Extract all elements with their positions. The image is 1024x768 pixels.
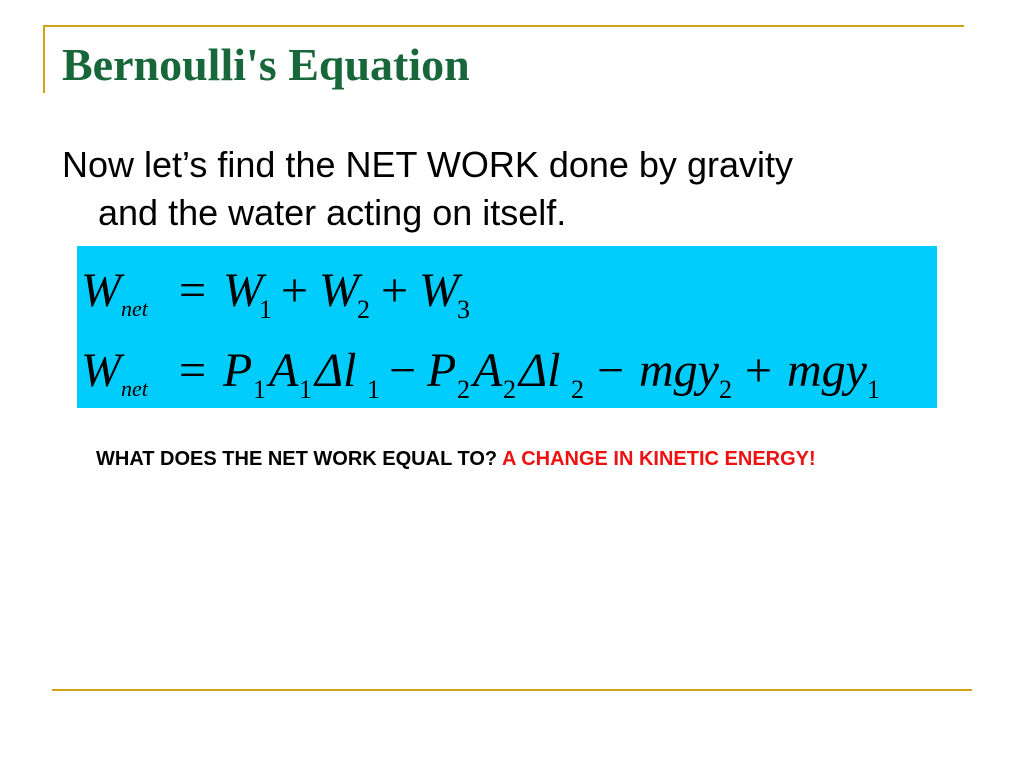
- equation-line-1: [81, 264, 470, 324]
- eq1-term-1-subscript: 1: [259, 295, 272, 324]
- eq2-pressure-1-subscript: 1: [253, 375, 266, 404]
- eq1-term-2: W: [319, 264, 359, 317]
- eq1-term-2-subscript: 2: [357, 295, 370, 324]
- eq1-term-3: W: [419, 264, 459, 317]
- eq2-delta-l-2-subscript: 2: [571, 375, 584, 404]
- eq2-potential-term-1-subscript: 1: [867, 375, 880, 404]
- equation-graphic: [77, 246, 937, 408]
- eq2-area-1-subscript: 1: [299, 375, 312, 404]
- frame-top-rule: [43, 25, 964, 27]
- equation-line-2: [81, 344, 880, 404]
- eq2-plus: +: [745, 344, 773, 397]
- eq2-potential-term-1: mgy: [787, 344, 867, 397]
- eq2-lhs-symbol: W: [81, 344, 121, 397]
- eq2-delta-l-2: Δl: [519, 344, 561, 397]
- eq1-equals-sign: =: [179, 264, 207, 317]
- eq2-minus-2: −: [597, 344, 625, 397]
- eq2-area-2-subscript: 2: [503, 375, 516, 404]
- eq2-potential-term-2-subscript: 2: [719, 375, 732, 404]
- question-text: [96, 444, 906, 474]
- eq1-term-3-subscript: 3: [457, 295, 470, 324]
- frame-left-rule: [43, 25, 45, 93]
- eq2-pressure-2: P: [427, 344, 457, 397]
- eq2-area-1: A: [269, 344, 299, 397]
- eq2-equals-sign: =: [179, 344, 207, 397]
- eq1-lhs-subscript: net: [121, 296, 148, 321]
- eq2-area-2: A: [473, 344, 503, 397]
- eq2-potential-term-2: mgy: [639, 344, 719, 397]
- net-work-question: WHAT DOES THE NET WORK EQUAL TO?: [96, 448, 498, 470]
- eq2-minus-1: −: [389, 344, 417, 397]
- equation-box: [77, 246, 937, 408]
- frame-bottom-rule: [52, 689, 972, 691]
- bullet-line-2: and the water acting on itself.: [98, 192, 567, 233]
- eq1-lhs-symbol: W: [81, 264, 121, 317]
- eq2-pressure-1: P: [223, 344, 253, 397]
- bullet-text: [62, 141, 942, 237]
- eq2-lhs-subscript: net: [121, 376, 148, 401]
- eq2-delta-l-1-subscript: 1: [367, 375, 380, 404]
- eq1-term-1: W: [223, 264, 263, 317]
- eq2-pressure-2-subscript: 2: [457, 375, 470, 404]
- net-work-answer: A CHANGE IN KINETIC ENERGY!: [501, 448, 816, 470]
- slide-title: Bernoulli's Equation: [62, 39, 470, 90]
- bullet-line-1: Now let’s find the NET WORK done by gravity: [62, 144, 793, 185]
- eq2-delta-l-1: Δl: [315, 344, 357, 397]
- eq1-plus-1: +: [281, 264, 309, 317]
- eq1-plus-2: +: [381, 264, 409, 317]
